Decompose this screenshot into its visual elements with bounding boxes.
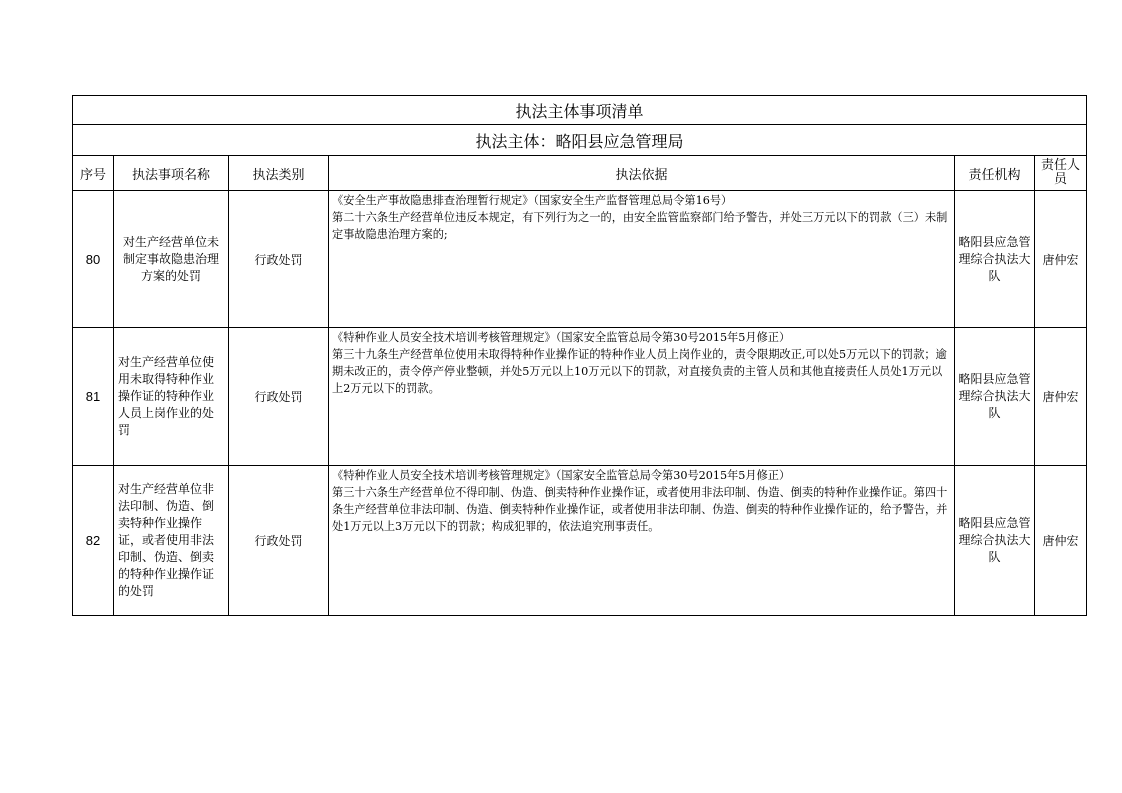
row-type: 行政处罚 — [229, 328, 329, 466]
basis-article: 第三十六条生产经营单位不得印制、伪造、倒卖特种作业操作证，或者使用非法印制、伪造、倒卖的特种作业操作证。第四十条生产经营单位非法印制、伪造、倒卖特种作业操作证，或者使用非法印制、伪造、倒卖的特种作业操作证的，给予警告，并处1万元以上3万元以下的罚款；构成犯罪的，依法追究刑事责任。 — [332, 486, 948, 533]
row-item-name: 对生产经营单位使用未取得特种作业操作证的特种作业人员上岗作业的处罚 — [114, 328, 229, 466]
basis-law: 《特种作业人员安全技术培训考核管理规定》（国家安全监管总局令第30号2015年5月修正） — [332, 469, 791, 482]
basis-law: 《安全生产事故隐患排查治理暂行规定》（国家安全生产监督管理总局令第16号） — [332, 194, 733, 207]
row-person: 唐仲宏 — [1035, 328, 1087, 466]
page-title: 执法主体事项清单 — [73, 96, 1087, 125]
row-seq: 82 — [73, 466, 114, 616]
row-type: 行政处罚 — [229, 466, 329, 616]
header-name: 执法事项名称 — [114, 156, 229, 191]
row-basis — [329, 191, 955, 328]
row-item-name: 对生产经营单位未制定事故隐患治理方案的处罚 — [114, 191, 229, 328]
basis-article: 第二十六条生产经营单位违反本规定，有下列行为之一的，由安全监管监察部门给予警告，并处三万元以下的罚款（三）未制定事故隐患治理方案的; — [332, 211, 948, 241]
basis-article: 第三十九条生产经营单位使用未取得特种作业操作证的特种作业人员上岗作业的，责令限期改正,可以处5万元以下的罚款；逾期未改正的，责令停产停业整顿，并处5万元以上10万元以下的罚款，对直接负责的主管人员和其他直接责任人员处1万元以上2万元以下的罚款。 — [332, 348, 947, 395]
table-row — [73, 328, 1087, 466]
table-row — [73, 466, 1087, 616]
row-type: 行政处罚 — [229, 191, 329, 328]
row-person: 唐仲宏 — [1035, 466, 1087, 616]
row-person: 唐仲宏 — [1035, 191, 1087, 328]
header-seq: 序号 — [73, 156, 114, 191]
basis-law: 《特种作业人员安全技术培训考核管理规定》（国家安全监管总局令第30号2015年5月修正） — [332, 331, 791, 344]
row-seq: 80 — [73, 191, 114, 328]
enforcement-subject: 执法主体：略阳县应急管理局 — [73, 125, 1087, 156]
row-basis — [329, 466, 955, 616]
table-row — [73, 191, 1087, 328]
header-type: 执法类别 — [229, 156, 329, 191]
header-person: 责任人员 — [1035, 156, 1087, 191]
row-org: 略阳县应急管理综合执法大队 — [955, 328, 1035, 466]
enforcement-items-table — [72, 95, 1087, 616]
row-org: 略阳县应急管理综合执法大队 — [955, 191, 1035, 328]
row-org: 略阳县应急管理综合执法大队 — [955, 466, 1035, 616]
row-basis — [329, 328, 955, 466]
header-row — [73, 156, 1087, 191]
header-org: 责任机构 — [955, 156, 1035, 191]
header-basis: 执法依据 — [329, 156, 955, 191]
row-seq: 81 — [73, 328, 114, 466]
row-item-name: 对生产经营单位非法印制、伪造、倒卖特种作业操作证，或者使用非法印制、伪造、倒卖的特种作业操作证的处罚 — [114, 466, 229, 616]
